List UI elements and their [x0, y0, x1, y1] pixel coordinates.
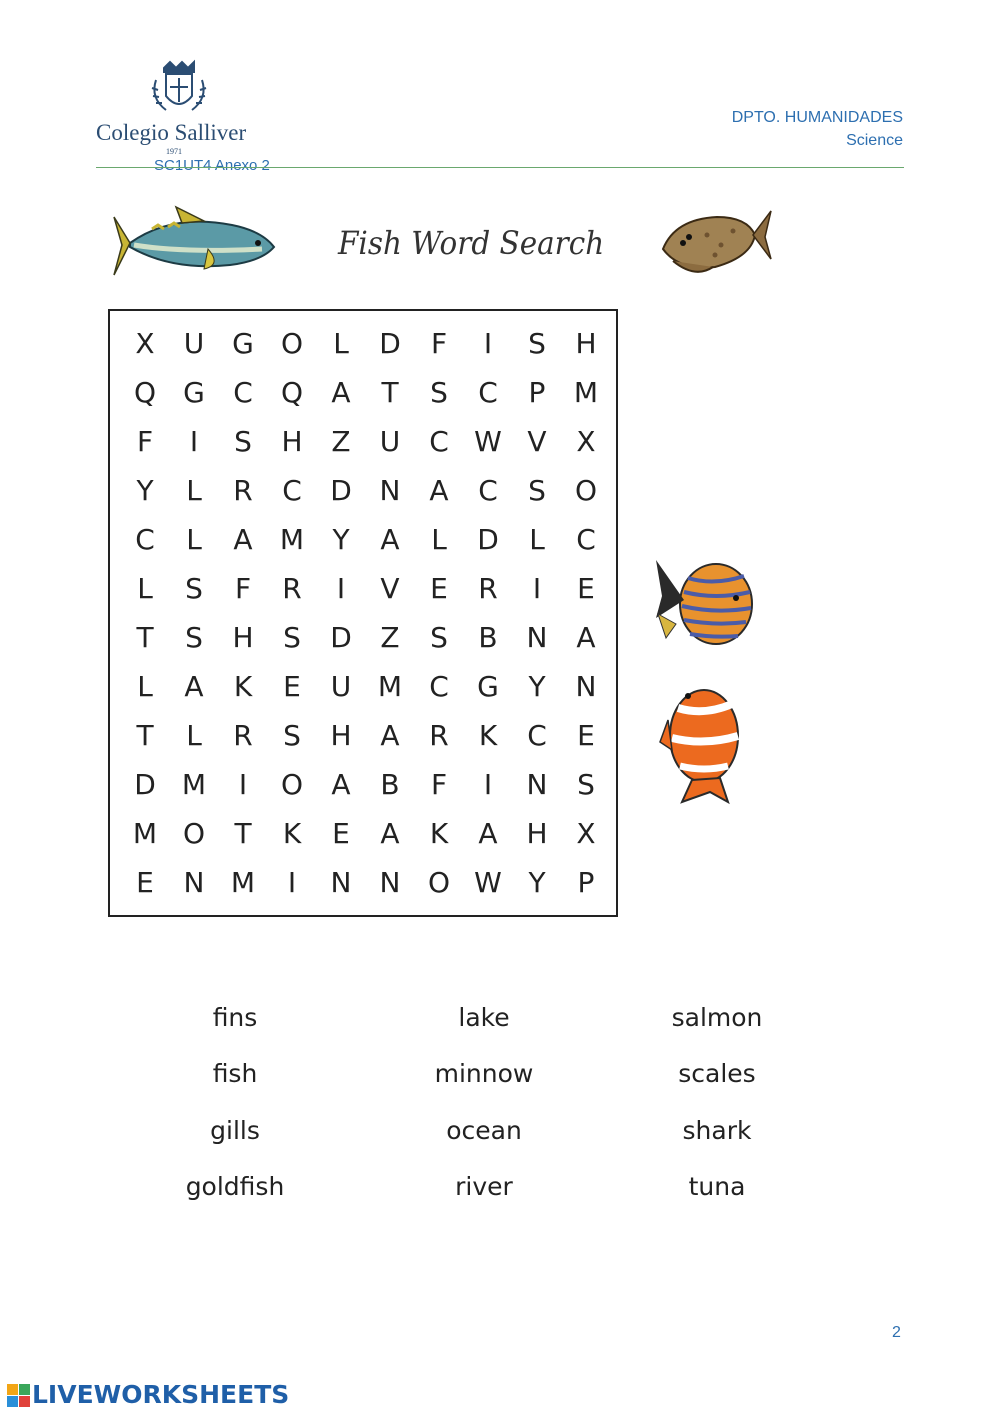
grid-letter: S [577, 768, 595, 801]
grid-letter: C [527, 719, 547, 752]
grid-letter: K [282, 817, 302, 850]
grid-letter: R [282, 572, 302, 605]
grid-letter: A [331, 376, 351, 409]
grid-letter: Y [528, 866, 546, 899]
grid-letter: C [429, 425, 449, 458]
grid-letter: N [575, 670, 597, 703]
school-year: 1971 [166, 147, 182, 156]
grid-letter: E [136, 866, 154, 899]
grid-letter: B [380, 768, 400, 801]
header-divider [96, 167, 904, 168]
subject-label: Science [846, 132, 903, 149]
grid-letter: V [527, 425, 547, 458]
grid-letter: O [182, 817, 206, 850]
word-list-item: fins [212, 1003, 258, 1032]
grid-letter: N [526, 621, 548, 654]
grid-letter: D [134, 768, 156, 801]
page-number: 2 [892, 1324, 901, 1341]
word-search-grid [108, 309, 618, 917]
grid-letter: I [483, 768, 493, 801]
clownfish-icon [658, 680, 753, 810]
department-label: DPTO. HUMANIDADES [731, 109, 903, 126]
grid-letter: D [330, 474, 352, 507]
grid-letter: F [136, 425, 154, 458]
tuna-icon [112, 205, 277, 285]
grid-letter: X [135, 327, 155, 360]
grid-letter: H [232, 621, 254, 654]
grid-letter: Z [380, 621, 400, 654]
grid-letter: H [281, 425, 303, 458]
grid-letter: M [573, 376, 599, 409]
word-list-item: tuna [688, 1172, 746, 1201]
grid-letter: N [330, 866, 352, 899]
grid-letter: Y [332, 523, 350, 556]
grid-letter: T [136, 719, 154, 752]
grid-letter: A [380, 523, 400, 556]
grid-letter: G [232, 327, 254, 360]
grid-letter: L [431, 523, 447, 556]
word-list-item: ocean [446, 1116, 522, 1145]
grid-letter: S [430, 376, 448, 409]
worksheet-title: Fish Word Search [338, 224, 605, 262]
grid-letter: N [183, 866, 205, 899]
grid-letter: O [280, 768, 304, 801]
grid-letter: H [575, 327, 597, 360]
grid-letter: A [478, 817, 498, 850]
grid-letter: L [333, 327, 349, 360]
grid-letter: T [234, 817, 252, 850]
grid-letter: S [528, 474, 546, 507]
grid-letter: G [477, 670, 499, 703]
grid-letter: S [283, 621, 301, 654]
grid-letter: F [430, 768, 448, 801]
grid-letter: S [185, 572, 203, 605]
grid-letter: S [234, 425, 252, 458]
grid-letter: A [331, 768, 351, 801]
grid-letter: E [332, 817, 350, 850]
grid-letter: M [377, 670, 403, 703]
grid-letter: R [429, 719, 449, 752]
grid-letter: Q [133, 376, 157, 409]
grid-letter: O [427, 866, 451, 899]
grid-letter: C [478, 376, 498, 409]
grid-letter: L [186, 719, 202, 752]
grid-letter: S [185, 621, 203, 654]
grid-letter: U [379, 425, 401, 458]
grid-letter: K [233, 670, 253, 703]
grid-letter: A [429, 474, 449, 507]
word-list-item: gills [210, 1116, 260, 1145]
grid-letter: R [233, 719, 253, 752]
grid-letter: K [429, 817, 449, 850]
grid-letter: W [474, 866, 502, 899]
grid-letter: S [528, 327, 546, 360]
grid-letter: D [379, 327, 401, 360]
grid-letter: W [474, 425, 502, 458]
word-list-item: scales [678, 1059, 756, 1088]
grid-letter: L [186, 474, 202, 507]
grid-letter: I [483, 327, 493, 360]
grid-letter: I [532, 572, 542, 605]
grid-letter: I [238, 768, 248, 801]
grid-letter: K [478, 719, 498, 752]
word-list-item: fish [212, 1059, 258, 1088]
liveworksheets-logo-icon [6, 1383, 32, 1414]
grid-letter: I [287, 866, 297, 899]
grid-letter: I [189, 425, 199, 458]
grid-letter: X [576, 425, 596, 458]
word-list-item: river [455, 1172, 513, 1201]
grid-letter: A [576, 621, 596, 654]
grid-letter: E [577, 572, 595, 605]
grid-letter: C [478, 474, 498, 507]
grid-letter: E [577, 719, 595, 752]
grid-letter: M [230, 866, 256, 899]
grid-letter: O [280, 327, 304, 360]
footer-brand: LIVEWORKSHEETS [32, 1380, 290, 1409]
grid-letter: E [283, 670, 301, 703]
school-name: Colegio Salliver [96, 120, 247, 145]
grid-letter: N [526, 768, 548, 801]
grid-letter: F [430, 327, 448, 360]
grid-letter: R [478, 572, 498, 605]
grid-letter: V [380, 572, 400, 605]
grid-letter: G [183, 376, 205, 409]
grid-letter: U [330, 670, 352, 703]
grid-letter: A [380, 817, 400, 850]
grid-letter: T [136, 621, 154, 654]
grid-letter: H [330, 719, 352, 752]
grid-letter: N [379, 474, 401, 507]
grid-letter: A [184, 670, 204, 703]
grid-letter: Z [331, 425, 351, 458]
grid-letter: D [330, 621, 352, 654]
grid-letter: P [528, 376, 546, 409]
grid-letter: C [233, 376, 253, 409]
word-list-item: salmon [671, 1003, 763, 1032]
grid-letter: M [132, 817, 158, 850]
angelfish-icon [654, 556, 754, 653]
grid-letter: A [233, 523, 253, 556]
grid-letter: X [576, 817, 596, 850]
grid-letter: L [137, 572, 153, 605]
grid-letter: F [234, 572, 252, 605]
grid-letter: D [477, 523, 499, 556]
grid-letter: L [186, 523, 202, 556]
grid-letter: I [336, 572, 346, 605]
grid-letter: Y [528, 670, 546, 703]
grid-letter: P [577, 866, 595, 899]
word-list-item: minnow [434, 1059, 534, 1088]
grid-letter: H [526, 817, 548, 850]
grid-letter: C [135, 523, 155, 556]
grid-letter: L [529, 523, 545, 556]
grid-letter: Q [280, 376, 304, 409]
grid-letter: M [181, 768, 207, 801]
word-list-item: lake [458, 1003, 510, 1032]
grid-letter: C [282, 474, 302, 507]
grid-letter: E [430, 572, 448, 605]
grid-letter: R [233, 474, 253, 507]
grid-letter: O [574, 474, 598, 507]
grid-letter: L [137, 670, 153, 703]
grid-letter: Y [136, 474, 154, 507]
grid-letter: U [183, 327, 205, 360]
grid-letter: N [379, 866, 401, 899]
word-list-item: shark [682, 1116, 752, 1145]
grid-letter: S [430, 621, 448, 654]
grid-letter: C [429, 670, 449, 703]
grid-letter: A [380, 719, 400, 752]
grid-letter: C [576, 523, 596, 556]
grid-letter: B [478, 621, 498, 654]
document-code: SC1UT4 Anexo 2 [154, 157, 270, 174]
grid-letter: S [283, 719, 301, 752]
grid-letter: T [381, 376, 399, 409]
grid-letter: M [279, 523, 305, 556]
word-list-item: goldfish [185, 1172, 285, 1201]
flounder-icon [655, 205, 773, 288]
